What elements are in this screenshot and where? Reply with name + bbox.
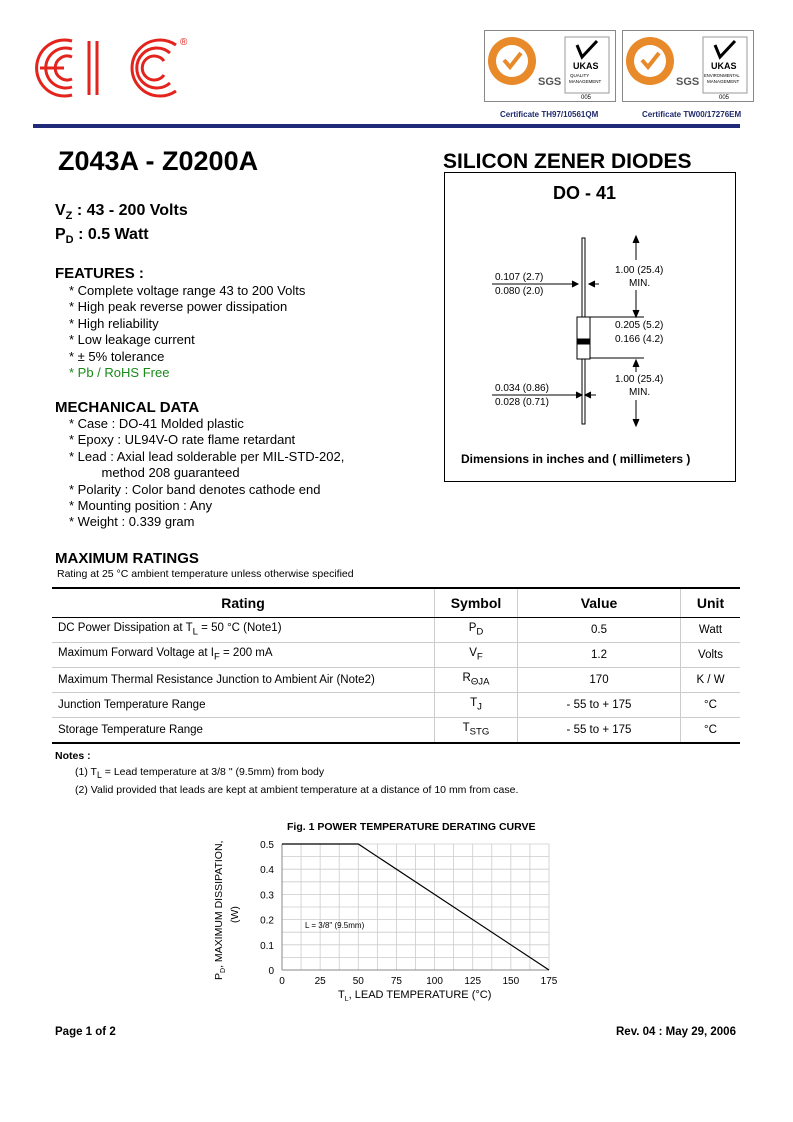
ratings-table bbox=[52, 589, 740, 744]
svg-text:0.166 (4.2): 0.166 (4.2) bbox=[615, 334, 664, 345]
svg-text:0.205 (5.2): 0.205 (5.2) bbox=[615, 320, 664, 331]
mech-item: * Epoxy : UL94V-O rate flame retardant bbox=[69, 432, 296, 448]
note-1: (1) $T_L$ = Lead temperature at 3/8 " (9.5mm) from body bbox=[75, 765, 325, 780]
chart-ticks bbox=[260, 840, 558, 987]
mech-item: * Case : DO-41 Molded plastic bbox=[69, 416, 244, 431]
svg-text:1.00 (25.4): 1.00 (25.4) bbox=[615, 265, 664, 276]
svg-text:ENVIRONMENTAL: ENVIRONMENTAL bbox=[704, 73, 740, 78]
svg-text:UKAS: UKAS bbox=[573, 61, 599, 71]
svg-text:(W): (W) bbox=[229, 906, 241, 923]
cert-caption-1: Certificate TH97/10561QM bbox=[500, 110, 599, 119]
mech-item: method 208 guaranteed bbox=[69, 465, 240, 481]
derating-chart bbox=[205, 812, 565, 1010]
max-ratings-heading: MAXIMUM RATINGS bbox=[55, 550, 199, 567]
cert-caption-2: Certificate TW00/17276EM bbox=[642, 110, 742, 119]
feature-item: * Low leakage current bbox=[69, 332, 195, 348]
feature-item: * High peak reverse power dissipation bbox=[69, 299, 288, 315]
col-symbol: Symbol bbox=[435, 589, 518, 618]
svg-text:MANAGEMENT: MANAGEMENT bbox=[707, 79, 740, 84]
feature-item: * High reliability bbox=[69, 315, 159, 331]
package-name: DO - 41 bbox=[553, 183, 617, 203]
y-tick-label: 0.2 bbox=[260, 915, 274, 927]
x-tick-label: 0 bbox=[279, 976, 285, 987]
svg-text:0.028 (0.71): 0.028 (0.71) bbox=[495, 397, 549, 408]
mech-item: * Lead : Axial lead solderable per MIL-STD-202, bbox=[69, 448, 345, 464]
y-tick-label: 0.5 bbox=[260, 840, 274, 851]
svg-text:005: 005 bbox=[581, 95, 592, 101]
feature-item-rohs: * Pb / RoHS Free bbox=[69, 365, 170, 381]
note-2: (2) Valid provided that leads are kept at ambient temperature at a distance of 10 mm from case. bbox=[75, 784, 519, 797]
x-axis-label: $T_L$, LEAD TEMPERATURE (°C) bbox=[338, 989, 492, 1003]
mech-item: * Weight : 0.339 gram bbox=[69, 514, 195, 530]
mechanical-list bbox=[69, 416, 344, 531]
table-row: Storage Temperature Range $T_{STG}$ - 55 to + 175 °C bbox=[52, 718, 740, 744]
chart-title: Fig. 1 POWER TEMPERATURE DERATING CURVE bbox=[287, 821, 536, 833]
cert-box-2 bbox=[622, 30, 754, 102]
sgs-label: SGS bbox=[538, 76, 562, 88]
svg-text:0.107 (2.7): 0.107 (2.7) bbox=[495, 272, 544, 283]
table-row: DC Power Dissipation at $T_L = 50$ °C (Note1) $P_D$ 0.5 Watt bbox=[52, 618, 740, 643]
table-row: Maximum Forward Voltage at $I_F = 200$ mA $V_F$ 1.2 Volts bbox=[52, 643, 740, 668]
revision-date: Rev. 04 : May 29, 2006 bbox=[616, 1026, 736, 1038]
notes bbox=[55, 749, 518, 799]
table-row: Maximum Thermal Resistance Junction to Ambient Air (Note2) $R_{\Theta JA}$ 170 K / W bbox=[52, 668, 740, 693]
cert-box-1 bbox=[484, 30, 616, 102]
registered-mark: ® bbox=[180, 37, 188, 48]
y-tick-label: 0.4 bbox=[260, 865, 274, 877]
y-tick-label: 0.1 bbox=[260, 940, 274, 952]
col-unit: Unit bbox=[681, 589, 741, 618]
svg-text:1.00 (25.4): 1.00 (25.4) bbox=[615, 374, 664, 385]
page-number: Page 1 of 2 bbox=[55, 1026, 116, 1038]
mechanical-heading: MECHANICAL DATA bbox=[55, 399, 200, 416]
x-tick-label: 150 bbox=[502, 976, 520, 987]
table-row: Junction Temperature Range $T_J$ - 55 to + 175 °C bbox=[52, 693, 740, 718]
y-tick-label: 0 bbox=[268, 966, 274, 977]
dimensions-caption: Dimensions in inches and ( millimeters ) bbox=[461, 452, 691, 466]
svg-text:UKAS: UKAS bbox=[711, 61, 737, 71]
pd-spec: $P_D$ : 0.5 Watt bbox=[55, 226, 149, 247]
x-tick-label: 50 bbox=[352, 976, 364, 987]
svg-text:MIN.: MIN. bbox=[629, 387, 651, 398]
svg-text:005: 005 bbox=[719, 95, 730, 101]
x-tick-label: 175 bbox=[540, 976, 558, 987]
svg-text:QUALITY: QUALITY bbox=[570, 73, 590, 78]
table-header-row bbox=[52, 589, 740, 618]
chart-annotation: L = 3/8" (9.5mm) bbox=[305, 921, 365, 930]
col-rating: Rating bbox=[52, 589, 435, 618]
mech-item: * Polarity : Color band denotes cathode end bbox=[69, 481, 321, 497]
part-number-title: Z043A - Z0200A bbox=[58, 146, 259, 176]
vz-spec: $V_Z$ : 43 - 200 Volts bbox=[55, 202, 188, 223]
chart-grid bbox=[282, 844, 549, 970]
features-list bbox=[69, 283, 305, 381]
svg-text:0.034 (0.86): 0.034 (0.86) bbox=[495, 383, 549, 394]
x-tick-label: 75 bbox=[390, 976, 402, 987]
svg-text:MIN.: MIN. bbox=[629, 278, 651, 289]
feature-item: * Complete voltage range 43 to 200 Volts bbox=[69, 283, 306, 298]
max-ratings-note: Rating at 25 °C ambient temperature unless otherwise specified bbox=[57, 568, 354, 580]
x-tick-label: 125 bbox=[464, 976, 482, 987]
svg-text:0.080 (2.0): 0.080 (2.0) bbox=[495, 286, 544, 297]
svg-text:MANAGEMENT: MANAGEMENT bbox=[569, 79, 602, 84]
header-rule bbox=[33, 124, 740, 128]
y-axis-label bbox=[213, 841, 241, 980]
svg-text:PD, MAXIMUM DISSIPATION,: $P_D$, MAXIMUM DISSIPATION, bbox=[213, 840, 227, 980]
x-tick-label: 25 bbox=[314, 976, 326, 987]
notes-heading: Notes : bbox=[55, 750, 91, 762]
product-subtitle: SILICON ZENER DIODES bbox=[443, 150, 692, 173]
mech-item: * Mounting position : Any bbox=[69, 498, 213, 514]
x-tick-label: 100 bbox=[426, 976, 443, 987]
feature-item: * ± 5% tolerance bbox=[69, 348, 165, 364]
features-heading: FEATURES : bbox=[55, 265, 144, 282]
col-value: Value bbox=[518, 589, 681, 618]
sgs-label: SGS bbox=[676, 76, 700, 88]
package-drawing bbox=[444, 172, 734, 452]
eic-logo bbox=[34, 33, 194, 103]
y-tick-label: 0.3 bbox=[260, 890, 274, 902]
